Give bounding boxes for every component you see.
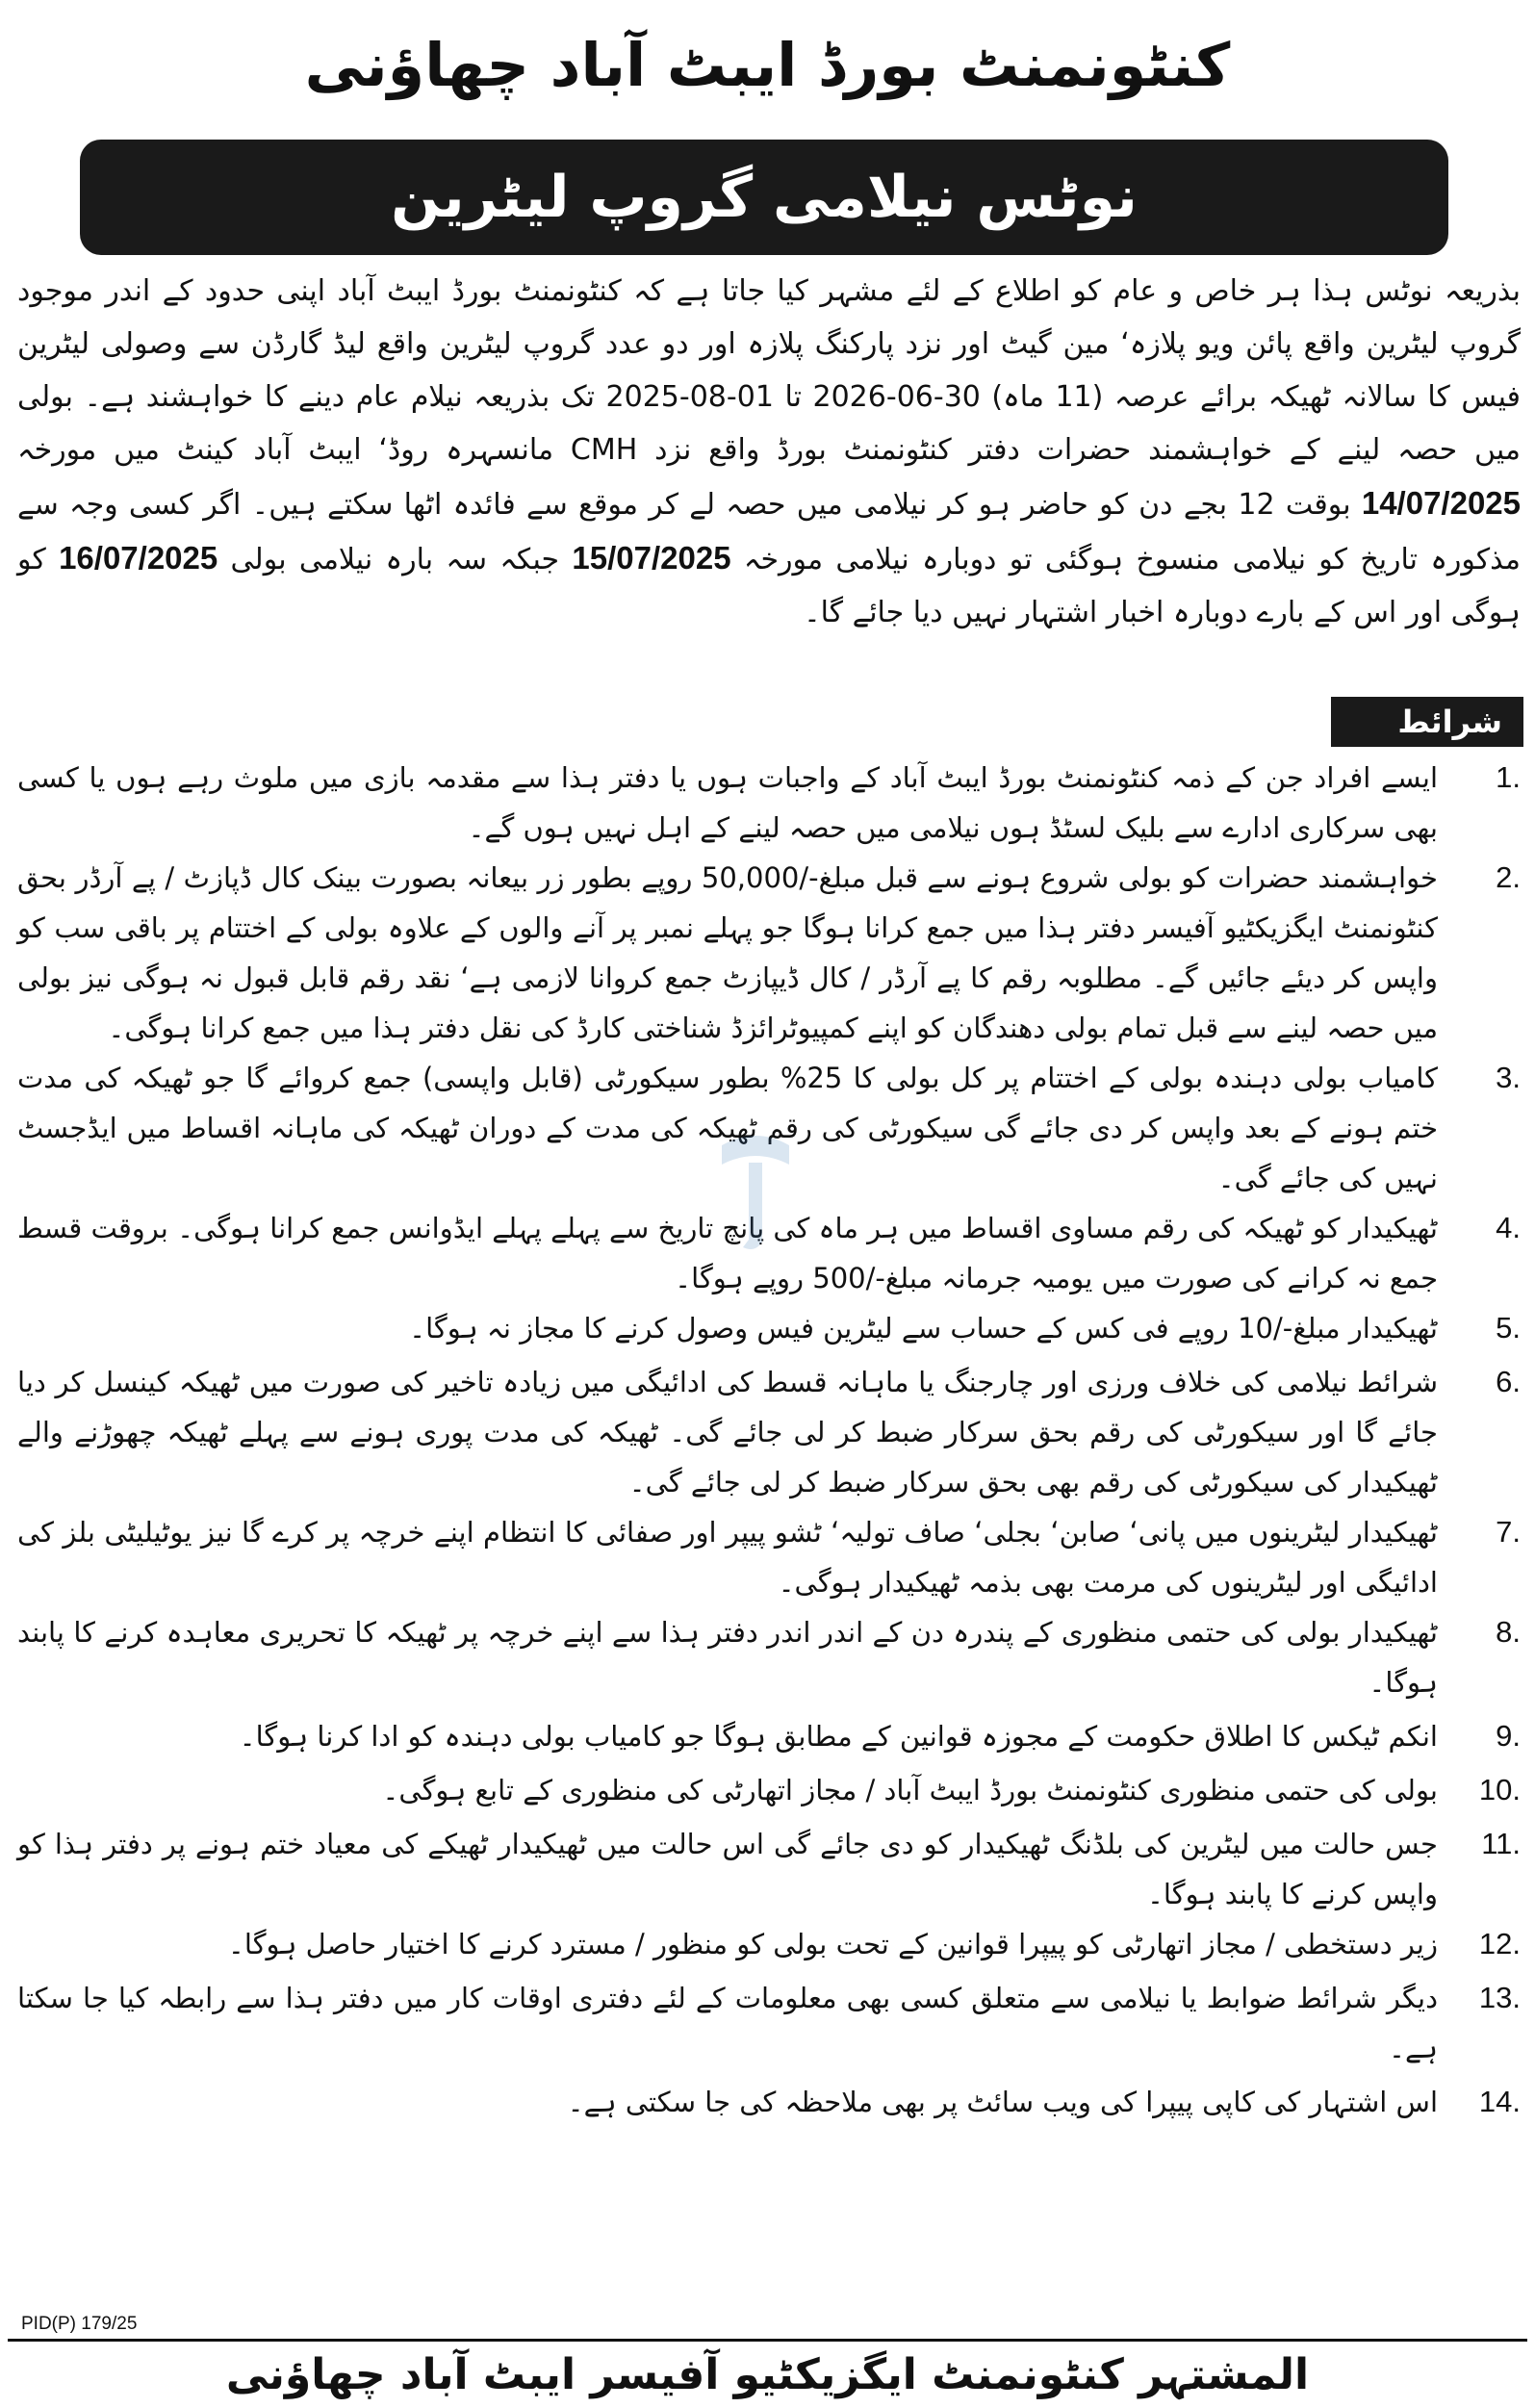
condition-item	[17, 1765, 1521, 1819]
condition-item	[17, 1303, 1521, 1357]
condition-text: ٹھیکیدار بولی کی حتمی منظوری کے پندرہ دن کے اندر اندر دفتر ہذا سے اپنے خرچہ پر ٹھیکہ کا تحریری معاہدہ کرنے کا پابند ہوگا۔	[17, 1616, 1438, 1699]
organization-title: کنٹونمنٹ بورڈ ایبٹ آباد چھاؤنی	[304, 30, 1231, 100]
condition-number: 6.	[1496, 1365, 1521, 1398]
condition-number: 12.	[1478, 1927, 1521, 1960]
footer-divider	[8, 2339, 1527, 2342]
intro-paragraph	[17, 265, 1521, 639]
intro-text-part2: بوقت 12 بجے دن کو حاضر ہو کر نیلامی میں حصہ لے کر موقع سے فائدہ اٹھا سکتے ہیں۔ اگر کسی وجہ سے مذکورہ تاریخ کو نیلامی منسوخ ہوگئی تو دوبارہ نیلامی مورخہ	[17, 488, 1521, 576]
condition-text: انکم ٹیکس کا اطلاق حکومت کے مجوزہ قوانین کے مطابق ہوگا جو کامیاب بولی دہندہ کو ادا کرنا ہوگا۔	[239, 1720, 1438, 1753]
condition-item	[17, 753, 1521, 853]
publisher-watermark-icon	[703, 1126, 808, 1261]
condition-text: اس اشتہار کی کاپی پیپرا کی ویب سائٹ پر بھی ملاحظہ کی جا سکتی ہے۔	[567, 2086, 1438, 2118]
condition-item	[17, 2077, 1521, 2131]
condition-number: 3.	[1496, 1061, 1521, 1094]
condition-text: ٹھیکیدار لیٹرینوں میں پانی‘ صابن‘ بجلی‘ صاف تولیہ‘ ٹشو پیپر اور صفائی کا انتظام اپنے خرچہ پر کرے گا نیز یوٹیلیٹی بلز کی ادائیگی اور لیٹرینوں کی مرمت بھی بذمہ ٹھیکیدار ہوگی۔	[17, 1516, 1438, 1599]
condition-item	[17, 1819, 1521, 1919]
condition-number: 13.	[1478, 1981, 1521, 2014]
condition-text: شرائط نیلامی کی خلاف ورزی اور چارجنگ یا ماہانہ قسط کی ادائیگی میں زیادہ تاخیر کی صورت میں ٹھیکہ کینسل کر دیا جائے گا اور سیکورٹی کی رقم بحق سرکار ضبط کر لی جائے گی۔ ٹھیکہ کی مدت پوری ہونے سے پہلے ٹھیکہ چھوڑنے والے ٹھیکیدار کی سیکورٹی کی رقم بھی بحق سرکار ضبط کر لی جائے گی۔	[17, 1366, 1438, 1499]
condition-number: 8.	[1496, 1615, 1521, 1649]
condition-number: 11.	[1481, 1827, 1521, 1860]
auction-date-second: 15/07/2025	[572, 540, 731, 576]
condition-text: ایسے افراد جن کے ذمہ کنٹونمنٹ بورڈ ایبٹ آباد کے واجبات ہوں یا دفتر ہذا سے مقدمہ بازی میں ملوث رہے ہوں یا کسی بھی سرکاری ادارے سے بلیک لسٹڈ ہوں نیلامی میں حصہ لینے کے اہل نہیں ہوں گے۔	[17, 761, 1438, 844]
condition-item	[17, 853, 1521, 1053]
condition-text: زیر دستخطی / مجاز اتھارٹی کو پیپرا قوانین کے تحت بولی کو منظور / مسترد کرنے کا اختیار حاصل ہوگا۔	[227, 1928, 1438, 1960]
condition-text: ٹھیکیدار کو ٹھیکہ کی رقم مساوی اقساط میں ہر ماہ کی پانچ تاریخ سے پہلے پہلے ایڈوانس جمع کرانا ہوگی۔ بروقت قسط جمع نہ کرانے کی صورت میں یومیہ جرمانہ مبلغ-/500 روپے ہوگا۔	[16, 1212, 1438, 1294]
condition-item	[17, 1919, 1521, 1973]
condition-item	[17, 1607, 1521, 1711]
condition-text: دیگر شرائط ضوابط یا نیلامی سے متعلق کسی بھی معلومات کے لئے دفتری اوقات کار میں دفتر ہذا سے رابطہ کیا جا سکتا ہے۔	[17, 1982, 1438, 2064]
condition-number: 14.	[1478, 2085, 1521, 2118]
condition-text: خواہشمند حضرات کو بولی شروع ہونے سے قبل مبلغ-/50,000 روپے بطور زر بیعانہ بصورت بینک کال ڈپازٹ / پے آرڈر بحق کنٹونمنٹ ایگزیکٹیو آفیسر دفتر ہذا میں جمع کرانا ہوگا جو پہلے نمبر پر آنے والوں کے علاوہ بولی کے اختتام پر باقی سب کو واپس کر دیئے جائیں گے۔ مطلوبہ رقم کا پے آرڈر / کال ڈیپازٹ جمع کروانا لازمی ہے‘ نقد رقم قابل قبول نہ ہوگی نیز بولی میں حصہ لینے سے قبل تمام بولی دھندگان کو اپنے کمپیوٹرائزڈ شناختی کارڈ کی نقل دفتر ہذا میں جمع کرانا ہوگی۔	[17, 861, 1438, 1044]
condition-number: 4.	[1496, 1211, 1521, 1244]
notice-title-banner	[80, 140, 1448, 255]
condition-text: ٹھیکیدار مبلغ-/10 روپے فی کس کے حساب سے لیٹرین فیس وصول کرنے کا مجاز نہ ہوگا۔	[409, 1312, 1438, 1345]
condition-item	[17, 1357, 1521, 1507]
condition-text: جس حالت میں لیٹرین کی بلڈنگ ٹھیکیدار کو دی جائے گی اس حالت میں ٹھیکیدار ٹھیکے کی معیاد ختم ہونے پر دفتر ہذا کو واپس کرنے کا پابند ہوگا۔	[17, 1828, 1438, 1910]
condition-number: 7.	[1496, 1515, 1521, 1549]
condition-number: 2.	[1496, 860, 1521, 894]
intro-text-part3: جبکہ سہ بارہ نیلامی بولی	[230, 543, 560, 576]
intro-text-part1: بذریعہ نوٹس ہذا ہر خاص و عام کو اطلاع کے لئے مشہر کیا جاتا ہے کہ کنٹونمنٹ بورڈ ایبٹ آباد اپنی حدود کے اندر موجود گروپ لیٹرین واقع پائن ویو پلازہ‘ مین گیٹ اور نزد پارکنگ پلازہ اور دو عدد گروپ لیٹرین واقع لیڈ گارڈن سے وصولی لیٹرین فیس کا سالانہ ٹھیکہ برائے عرصہ (11 ماہ) 30-06-2026 تا 01-08-2025 تک بذریعہ نیلام عام دینے کا خواہشند ہے۔ بولی میں حصہ لینے کے خواہشمند حضرات دفتر کنٹونمنٹ بورڈ واقع نزد CMH مانسہرہ روڈ‘ ایبٹ آباد کینٹ میں مورخہ	[17, 274, 1522, 467]
condition-text: بولی کی حتمی منظوری کنٹونمنٹ بورڈ ایبٹ آباد / مجاز اتھارٹی کی منظوری کے تابع ہوگی۔	[382, 1774, 1438, 1806]
intro-text-part4: کو ہوگی اور اس کے بارے دوبارہ اخبار اشتہار نہیں دیا جائے گا۔	[17, 543, 1521, 629]
condition-number: 10.	[1478, 1773, 1521, 1806]
signatory-line: المشتہر کنٹونمنٹ ایگزیکٹیو آفیسر ایبٹ آباد چھاؤنی	[225, 2350, 1310, 2399]
condition-item	[17, 1507, 1521, 1607]
conditions-heading: شرائط	[1331, 697, 1523, 747]
pid-number: PID(P) 179/25	[21, 2314, 138, 2334]
condition-number: 9.	[1496, 1719, 1521, 1753]
condition-number: 1.	[1496, 760, 1521, 794]
condition-item	[17, 1711, 1521, 1765]
notice-title: نوٹس نیلامی گروپ لیٹرین	[391, 164, 1138, 231]
condition-item	[17, 1973, 1521, 2077]
auction-date-third: 16/07/2025	[59, 540, 218, 576]
conditions-list	[17, 753, 1521, 2131]
condition-number: 5.	[1496, 1311, 1521, 1345]
condition-text: کامیاب بولی دہندہ بولی کے اختتام پر کل بولی کا 25% بطور سیکورٹی (قابل واپسی) جمع کروائے گا جو ٹھیکہ کی مدت ختم ہونے کے بعد واپس کر دی جائے گی سیکورٹی کی رقم ٹھیکہ کی مدت کے دوران ٹھیکہ کی ماہانہ اقساط میں ایڈجسٹ نہیں کی جائے گی۔	[17, 1062, 1438, 1194]
auction-date-first: 14/07/2025	[1361, 485, 1522, 521]
